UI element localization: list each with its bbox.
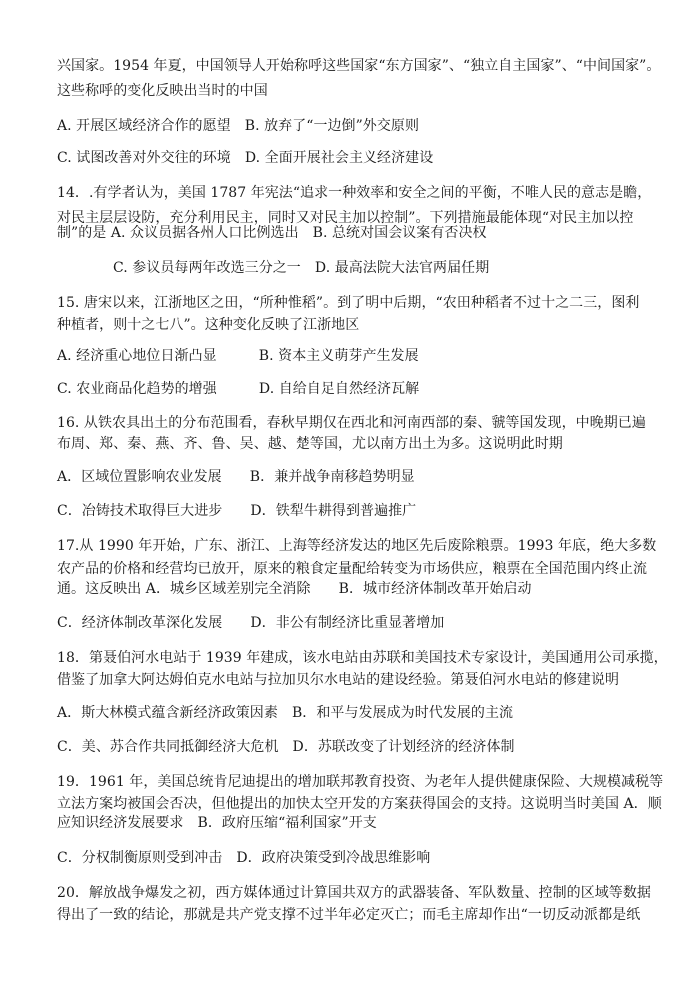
option-line: C. 参议员每两年改选三分之一 D. 最高法院大法官两届任期: [113, 260, 490, 276]
text-line: 农产品的价格和经营均已放开，原来的粮食定量配给转变为市场供应，粮票在全国范围内终止流: [57, 561, 648, 577]
text-line: 制”的是 A. 众议员据各州人口比例选出 B. 总统对国会议案有否决权: [57, 225, 487, 241]
text-line: 借鉴了加拿大阿达姆伯克水电站与拉加贝尔水电站的建设经验。第聂伯河水电站的修建说明: [57, 672, 619, 688]
option-line: C．冶铸技术取得巨大进步 D．铁犁牛耕得到普遍推广: [57, 503, 417, 519]
option-line: C．经济体制改革深化发展 D．非公有制经济比重显著增加: [57, 615, 445, 631]
text-line: 布周、郑、秦、燕、齐、鲁、吴、越、楚等国，尤以南方出土为多。这说明此时期: [57, 436, 563, 452]
option-line: A. 开展区域经济合作的愿望 B. 放弃了“一边倒”外交原则: [57, 118, 420, 134]
text-line: 应知识经济发展要求 B．政府压缩“福利国家”开支: [57, 815, 377, 831]
option-line: A．斯大林模式蕴含新经济政策因素 B．和平与发展成为时代发展的主流: [57, 705, 514, 721]
question-20: 20．解放战争爆发之初，西方媒体通过计算国共双方的武器装备、军队数量、控制的区域等数据: [57, 885, 651, 901]
question-14: 14．.有学者认为，美国 1787 年宪法“追求一种效率和安全之间的平衡，不唯人民的意志是瞻，: [57, 185, 652, 201]
text-line: 通。这反映出 A．城乡区域差别完全消除 B．城市经济体制改革开始启动: [57, 581, 532, 597]
text-line: 立法方案均被国会否决，但他提出的加快太空开发的方案获得国会的支持。这说明当时美国 A．顺: [57, 796, 662, 812]
option-line: A．区域位置影响农业发展 B．兼并战争南移趋势明显: [57, 469, 415, 485]
option-line: C. 试图改善对外交往的环境 D. 全面开展社会主义经济建设: [57, 150, 434, 166]
option-line: C. 农业商品化趋势的增强 D. 自给自足自然经济瓦解: [57, 381, 420, 397]
text-line: 对民主层层设防，充分利用民主，同时又对民主加以控制”。下列措施最能体现“对民主加以控: [57, 210, 634, 226]
question-16: 16. 从铁农具出土的分布范围看，春秋早期仅在西北和河南西部的秦、虢等国发现，中晚期已遍: [57, 415, 646, 431]
text-line: 这些称呼的变化反映出当时的中国: [57, 83, 268, 99]
option-line: A. 经济重心地位日渐凸显 B. 资本主义萌芽产生发展: [57, 348, 419, 364]
option-line: C．美、苏合作共同抵御经济大危机 D．苏联改变了计划经济的经济体制: [57, 739, 515, 755]
option-line: C．分权制衡原则受到冲击 D．政府决策受到冷战思维影响: [57, 850, 431, 866]
question-19: 19．1961 年，美国总统肯尼迪提出的增加联邦教育投资、为老年人提供健康保险、大规模减税等: [57, 774, 664, 790]
question-17: 17.从 1990 年开始，广东、浙江、上海等经济发达的地区先后废除粮票。1993 年底，绝大多数: [57, 538, 657, 554]
text-line: 得出了一致的结论，那就是共产党支撑不过半年必定灭亡；而毛主席却作出“一切反动派都是纸: [57, 907, 641, 923]
question-18: 18．第聂伯河水电站于 1939 年建成，该水电站由苏联和美国技术专家设计，美国通用公司承揽，: [57, 650, 668, 666]
text-line: 种植者，则十之七八”。这种变化反映了江浙地区: [57, 317, 360, 333]
text-line: 兴国家。1954 年夏，中国领导人开始称呼这些国家“东方国家”、“独立自主国家”、“中间国家”。: [57, 58, 661, 74]
question-15: 15. 唐宋以来，江浙地区之田，“所种惟稻”。到了明中后期，“农田种稻者不过十之二三，图利: [57, 295, 640, 311]
